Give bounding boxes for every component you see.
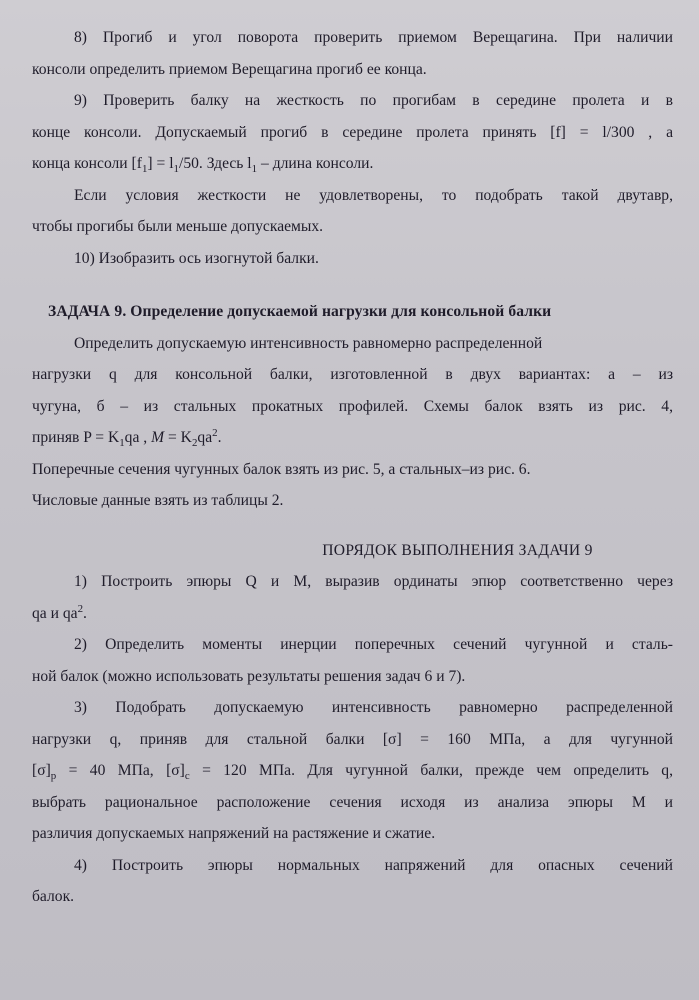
step-2-line-1: 2) Определить моменты инерции поперечных сечений чугунной и сталь- [74, 636, 673, 653]
task-9-line-3: чугуна, б – из стальных прокатных профилей. Схемы балок взять из рис. 4, [32, 397, 673, 415]
step-3-line-1: 3) Подобрать допускаемую интенсивность равномерно распределенной [74, 699, 673, 716]
item-9-line-1: 9) Проверить балку на жесткость по прогибам в середине пролета и в [74, 92, 673, 109]
item-9-line-3: конца консоли $[f_1] = l_1/50$. Здесь $l_1$ – длина консоли. [32, 155, 374, 176]
condition-line-2: чтобы прогибы были меньше допускаемых. [32, 218, 324, 235]
task-9-line-5: Поперечные сечения чугунных балок взять из рис. 5, а стальных–из рис. 6. [32, 460, 531, 478]
step-3-line-5: различия допускаемых напряжений на растяжение и сжатие. [32, 825, 436, 842]
condition-line-1: Если условия жесткости не удовлетворены, то подобрать такой двутавр, [74, 186, 673, 204]
step-1-line-1: 1) Построить эпюры Q и M, выразив ординаты эпюр соответственно через [74, 573, 673, 590]
step-4-line-2: балок. [32, 888, 75, 905]
step-3-line-3: $[\sigma]_p = 40$ МПа, $[\sigma]_c = 120$ МПа. Для чугунной балки, прежде чем определить q, [32, 762, 673, 783]
step-4-line-1: 4) Построить эпюры нормальных напряжений для опасных сечений [74, 856, 673, 874]
step-3-line-4: выбрать рациональное расположение сечения исходя из анализа эпюры M и [32, 793, 673, 811]
task-9-line-1: Определить допускаемую интенсивность равномерно распределенной [74, 334, 543, 352]
task-9-line-4: приняв $P = K_1qa$ , $M = K_2qa^2$. [32, 426, 222, 450]
item-8-line-1: 8) Прогиб и угол поворота проверить приемом Верещагина. При наличии [74, 29, 673, 46]
step-2-line-2: ной балок (можно использовать результаты решения задач 6 и 7). [32, 667, 466, 685]
task-9-line-6: Числовые данные взять из таблицы 2. [32, 492, 284, 509]
step-1-line-2: qa и $qa^2$. [32, 602, 87, 622]
task-9-line-2: нагрузки q для консольной балки, изготовленной в двух вариантах: а – из [32, 366, 673, 383]
item-8-line-2: консоли определить приемом Верещагина прогиб ее конца. [32, 60, 427, 78]
item-10: 10) Изобразить ось изогнутой балки. [74, 249, 319, 267]
order-section-title: ПОРЯДОК ВЫПОЛНЕНИЯ ЗАДАЧИ 9 [322, 541, 593, 559]
item-9-line-2: конце консоли. Допускаемый прогиб в середине пролета принять [f] = l/300 , а [32, 123, 673, 141]
step-3-line-2: нагрузки q, приняв для стальной балки [σ] = 160 МПа, а для чугунной [32, 730, 673, 748]
task-9-title: ЗАДАЧА 9. Определение допускаемой нагрузки для консольной балки [48, 303, 552, 320]
